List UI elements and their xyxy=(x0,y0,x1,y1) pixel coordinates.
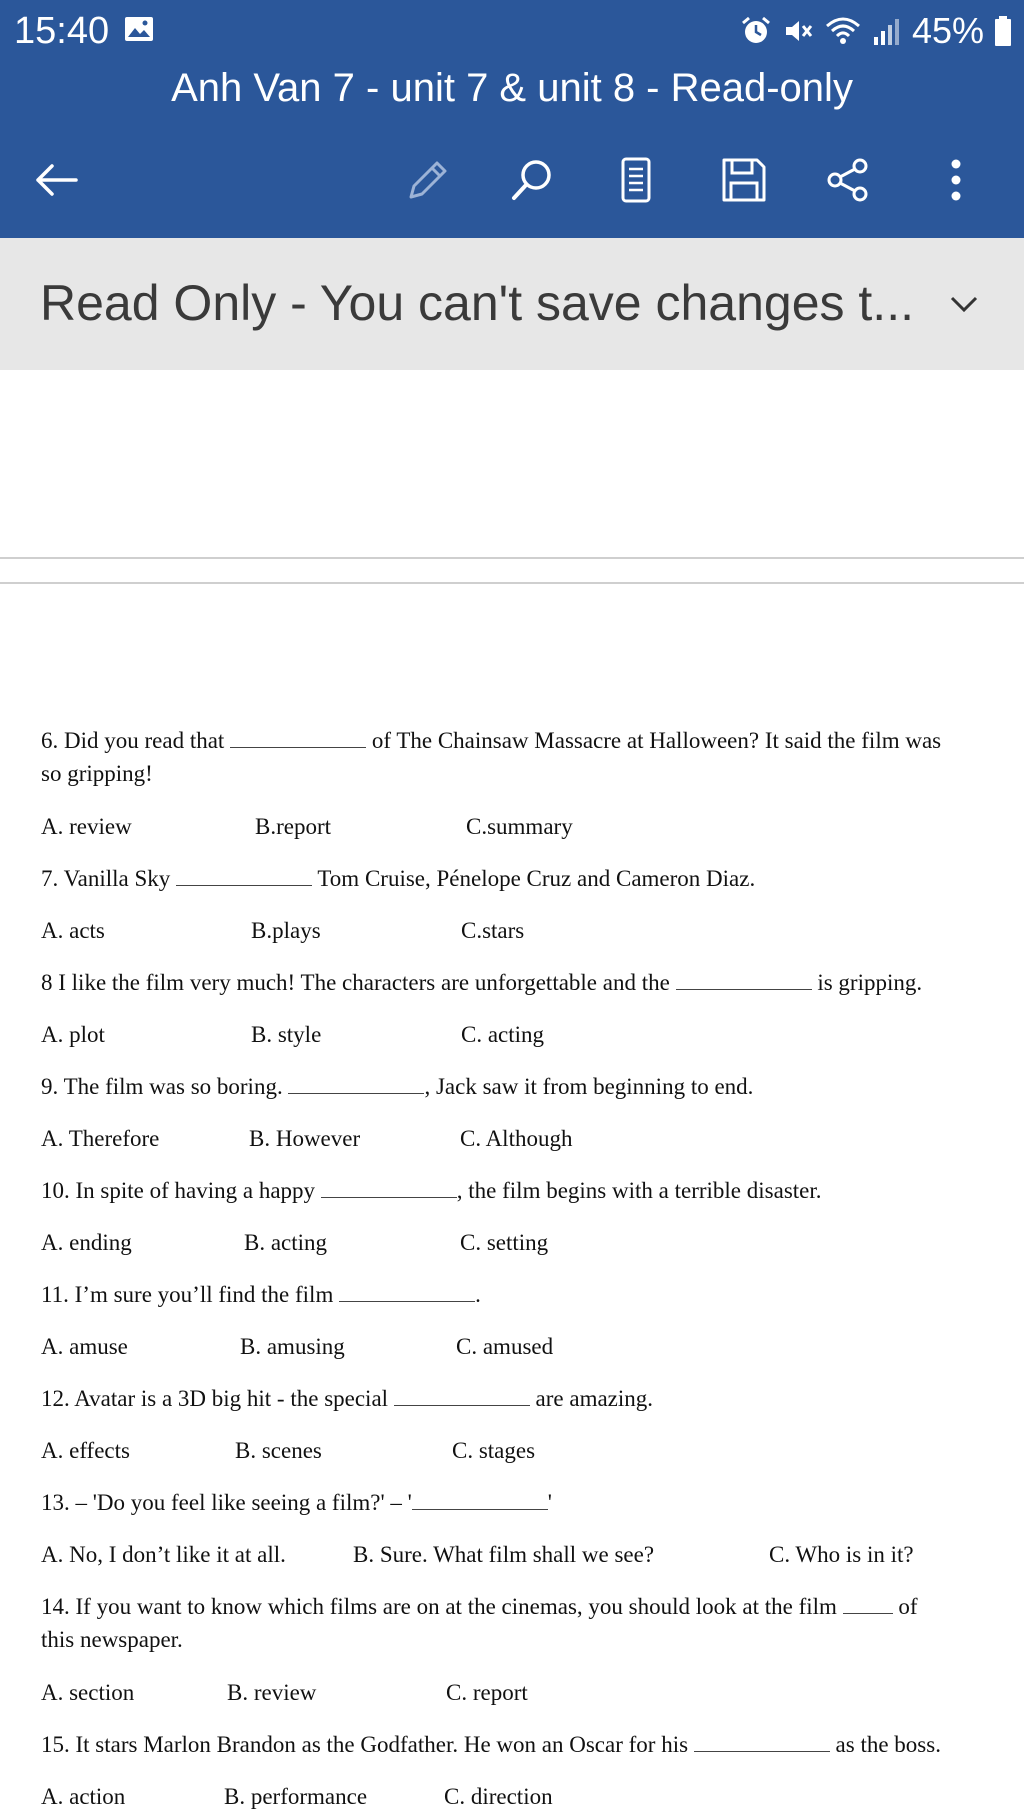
question-text: 8 I like the film very much! The characters are unforgettable and the is gripping. xyxy=(41,970,923,995)
reading-view-button[interactable] xyxy=(596,140,676,220)
question-9 xyxy=(41,1070,1001,1103)
question-text: 11. I’m sure you’ll find the film . xyxy=(41,1282,481,1307)
answer-blank xyxy=(843,1592,893,1614)
option-a: A. ending xyxy=(41,1230,132,1255)
read-only-message: Read Only - You can't save changes t... xyxy=(40,275,914,331)
reading-view-icon xyxy=(616,155,656,205)
option-a: A. effects xyxy=(41,1438,130,1463)
toolbar xyxy=(0,140,1024,220)
option-a: A. No, I don’t like it at all. xyxy=(41,1542,286,1567)
option-c: C. Who is in it? xyxy=(769,1542,914,1567)
option-a: A. section xyxy=(41,1680,135,1705)
options-10 xyxy=(41,1226,1001,1259)
battery-icon xyxy=(994,15,1012,47)
answer-blank xyxy=(676,968,812,990)
option-a: A. amuse xyxy=(41,1334,128,1359)
question-7 xyxy=(41,862,1001,895)
option-b: B. style xyxy=(251,1022,322,1047)
option-a: A. review xyxy=(41,814,132,839)
answer-blank xyxy=(412,1488,548,1510)
answer-blank xyxy=(230,726,366,748)
page-divider xyxy=(0,582,1024,584)
option-c: C. stages xyxy=(452,1438,536,1463)
option-b: B. review xyxy=(227,1680,317,1705)
answer-blank xyxy=(394,1384,530,1406)
share-button[interactable] xyxy=(808,140,888,220)
option-c: C. direction xyxy=(444,1784,553,1809)
question-text: 15. It stars Marlon Brandon as the Godfather. He won an Oscar for his as the boss. xyxy=(41,1732,941,1757)
question-10 xyxy=(41,1174,1001,1207)
search-button[interactable] xyxy=(492,140,572,220)
more-options-button[interactable] xyxy=(916,140,996,220)
option-b: B. amusing xyxy=(240,1334,345,1359)
share-icon xyxy=(823,155,873,205)
answer-blank xyxy=(321,1176,457,1198)
question-12 xyxy=(41,1382,1001,1415)
answer-blank xyxy=(288,1072,424,1094)
option-c: C. amused xyxy=(456,1334,554,1359)
app-bar xyxy=(0,0,1024,238)
option-b: B. scenes xyxy=(235,1438,322,1463)
question-11 xyxy=(41,1278,1001,1311)
option-c: C. Although xyxy=(460,1126,573,1151)
save-icon xyxy=(719,155,769,205)
question-text: 13. – 'Do you feel like seeing a film?' – ' ' xyxy=(41,1490,552,1515)
chevron-down-icon xyxy=(949,294,979,314)
search-icon xyxy=(507,155,557,205)
back-button[interactable] xyxy=(16,140,96,220)
document-title: Anh Van 7 - unit 7 & unit 8 - Read-only xyxy=(171,66,853,110)
question-text: 6. Did you read that of The Chainsaw Massacre at Halloween? It said the film was xyxy=(41,728,942,753)
question-14 xyxy=(41,1590,1001,1656)
option-b: B. performance xyxy=(224,1784,368,1809)
option-a: A. acts xyxy=(41,918,105,943)
options-8 xyxy=(41,1018,1001,1051)
page-divider xyxy=(0,557,1024,559)
options-7 xyxy=(41,914,1001,947)
question-6 xyxy=(41,724,1001,790)
options-15 xyxy=(41,1780,1001,1813)
mute-icon xyxy=(782,15,814,47)
expand-banner-button[interactable] xyxy=(934,274,994,334)
status-time: 15:40 xyxy=(14,10,110,52)
back-arrow-icon xyxy=(32,160,80,200)
option-b: B. acting xyxy=(244,1230,328,1255)
option-b: B.plays xyxy=(251,918,321,943)
read-only-banner[interactable] xyxy=(0,238,1024,370)
alarm-icon xyxy=(740,15,772,47)
status-icons xyxy=(740,10,1012,52)
options-12 xyxy=(41,1434,1001,1467)
question-8 xyxy=(41,966,1001,999)
question-text: 12. Avatar is a 3D big hit - the special are amazing. xyxy=(41,1386,654,1411)
option-a: A. plot xyxy=(41,1022,105,1047)
options-13 xyxy=(41,1538,1001,1571)
options-11 xyxy=(41,1330,1001,1363)
answer-blank xyxy=(694,1730,830,1752)
battery-percent: 45% xyxy=(911,10,984,51)
question-text: 7. Vanilla Sky Tom Cruise, Pénelope Cruz and Cameron Diaz. xyxy=(41,866,756,891)
save-button[interactable] xyxy=(704,140,784,220)
question-13 xyxy=(41,1486,1001,1519)
gallery-icon xyxy=(124,16,154,42)
more-icon xyxy=(946,155,966,205)
wifi-icon xyxy=(824,15,862,47)
option-c: C.summary xyxy=(466,814,573,839)
option-b: B. Sure. What film shall we see? xyxy=(353,1542,655,1567)
question-text: 9. The film was so boring. , Jack saw it from beginning to end. xyxy=(41,1074,754,1099)
option-c: C. report xyxy=(446,1680,528,1705)
option-b: B. However xyxy=(249,1126,361,1151)
option-b: B.report xyxy=(255,814,332,839)
pencil-icon xyxy=(401,155,451,205)
question-text-cont: this newspaper. xyxy=(41,1627,183,1652)
question-15 xyxy=(41,1728,1001,1761)
question-text: 14. If you want to know which films are on at the cinemas, you should look at the film of xyxy=(41,1594,918,1619)
question-text-cont: so gripping! xyxy=(41,761,153,786)
answer-blank xyxy=(339,1280,475,1302)
question-text: 10. In spite of having a happy , the film begins with a terrible disaster. xyxy=(41,1178,822,1203)
option-c: C. setting xyxy=(460,1230,549,1255)
signal-icon xyxy=(872,15,902,47)
options-6 xyxy=(41,810,1001,843)
edit-button[interactable] xyxy=(386,140,466,220)
option-c: C.stars xyxy=(461,918,525,943)
options-9 xyxy=(41,1122,1001,1155)
option-a: A. action xyxy=(41,1784,126,1809)
option-c: C. acting xyxy=(461,1022,545,1047)
option-a: A. Therefore xyxy=(41,1126,160,1151)
options-14 xyxy=(41,1676,1001,1709)
answer-blank xyxy=(176,864,312,886)
status-bar xyxy=(0,0,1024,62)
